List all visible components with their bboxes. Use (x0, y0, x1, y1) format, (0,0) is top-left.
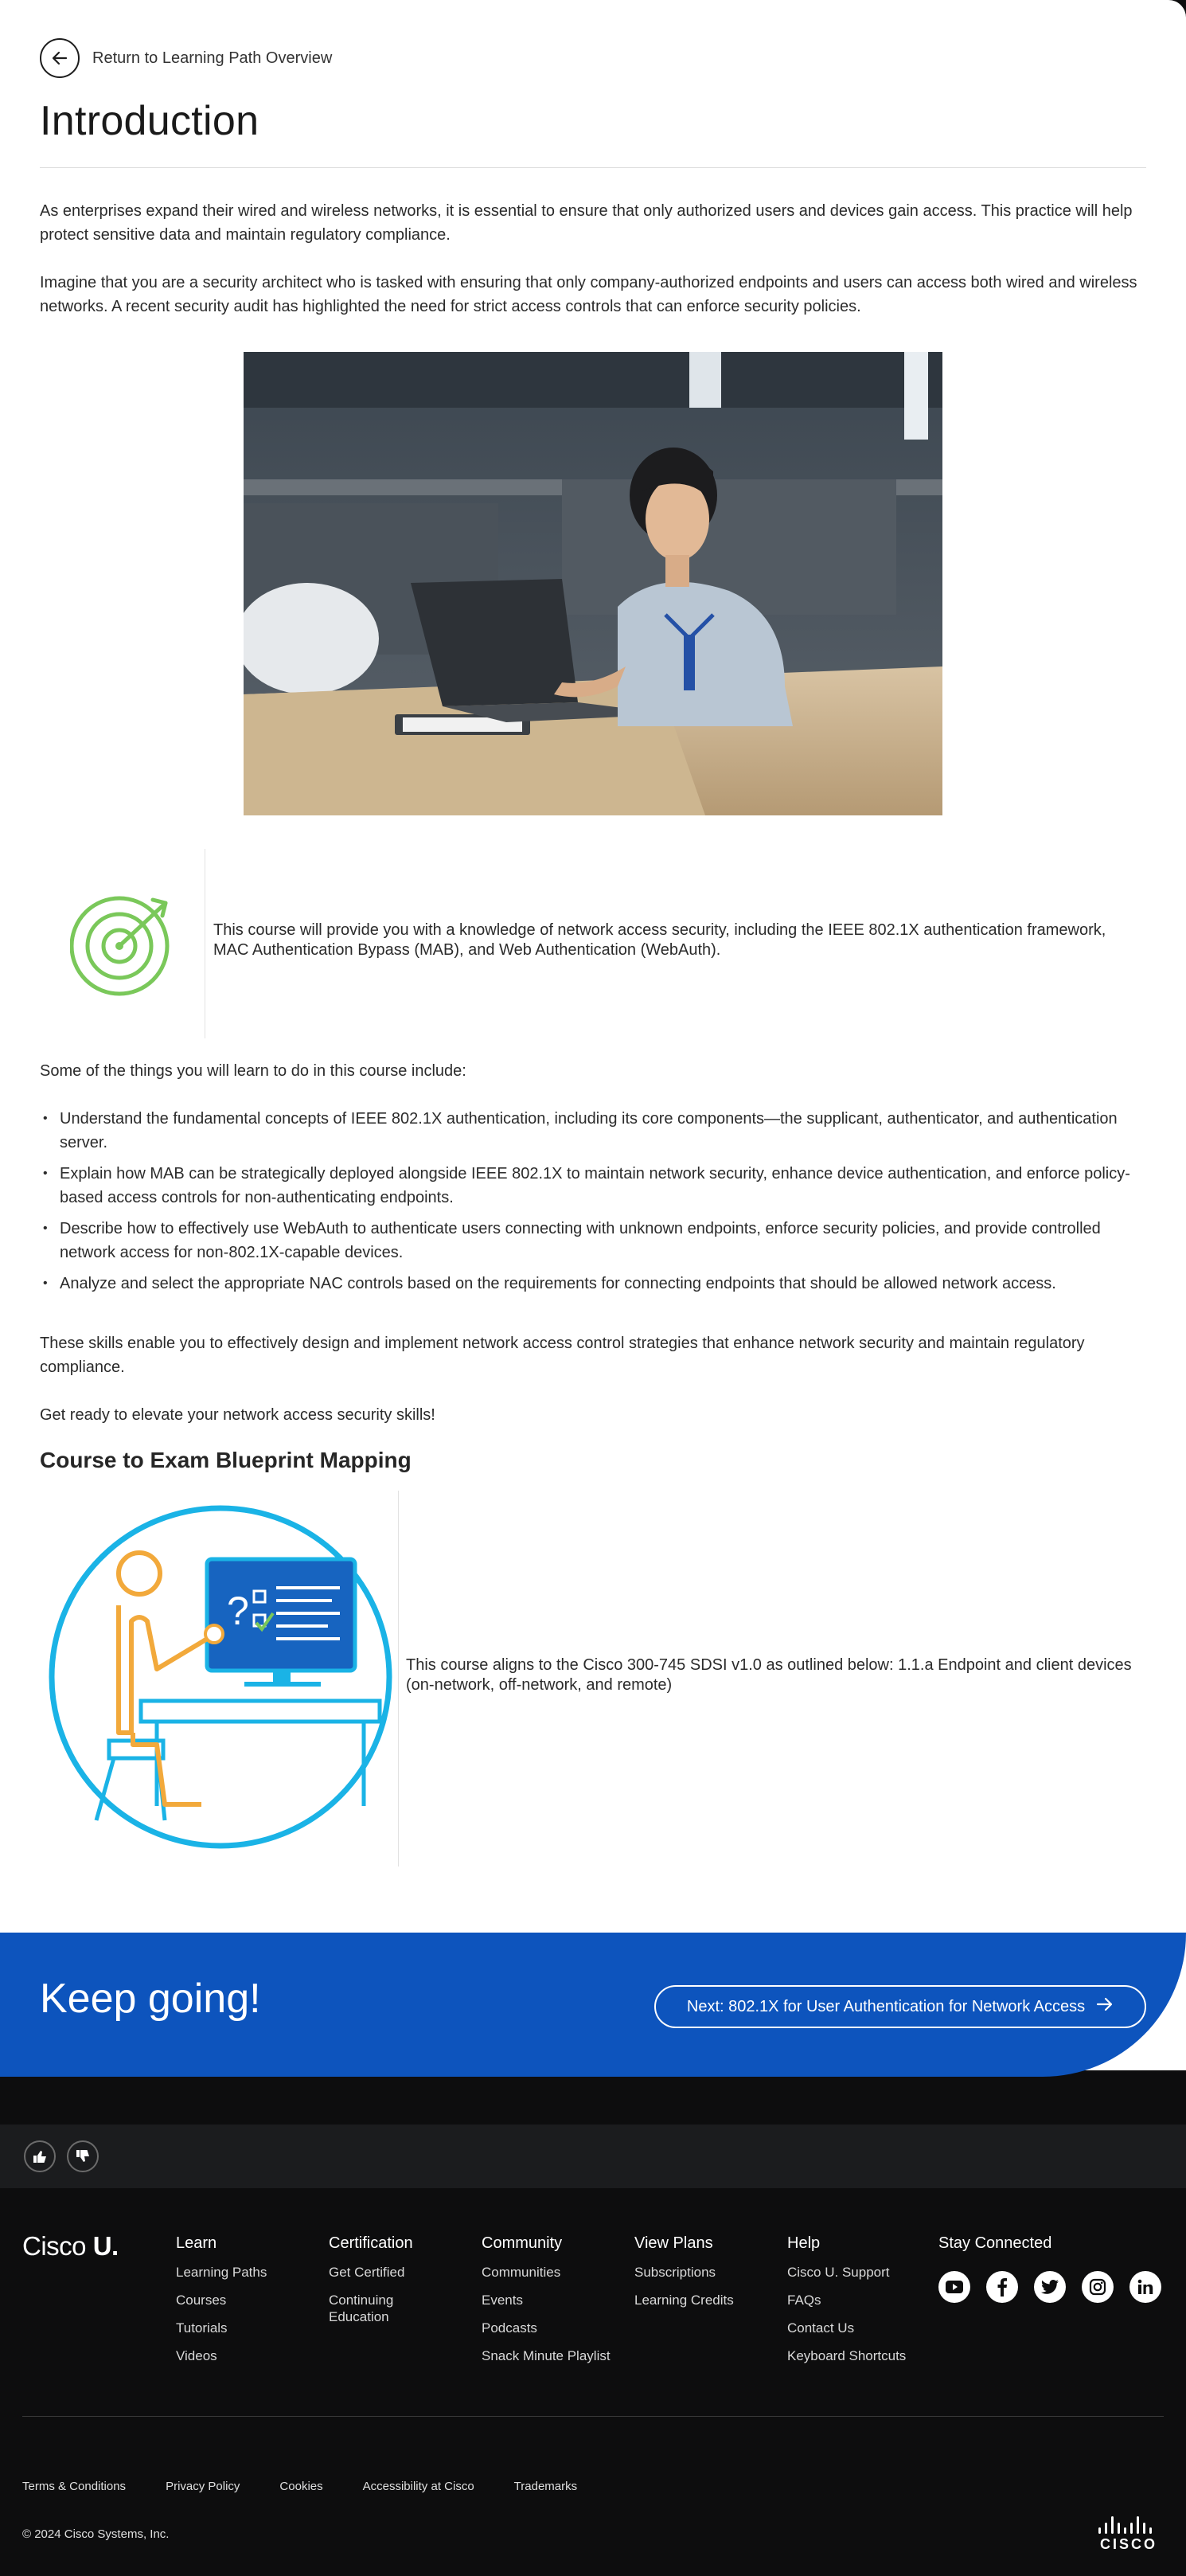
next-lesson-button[interactable] (654, 1985, 1146, 2028)
list-item: • Analyze and select the appropriate NAC controls based on the requirements for connecting endpoints that should be allowed network access. (40, 1272, 1146, 1296)
footer-column-help (787, 2234, 906, 2375)
footer-link[interactable]: Cisco U. Support (787, 2265, 890, 2280)
blueprint-divider (398, 1491, 399, 1867)
footer-column-title: Community (482, 2234, 563, 2252)
intro-paragraph-1: As enterprises expand their wired and wireless networks, it is essential to ensure that only authorized users and devices gain access. This practice will help protect sensitive data and maintain regulatory compliance. (40, 202, 1133, 244)
footer-column-learn (176, 2234, 267, 2375)
footer-link[interactable]: Courses (176, 2293, 227, 2308)
legal-links (22, 2480, 577, 2493)
footer-link[interactable]: Tutorials (176, 2320, 228, 2336)
footer-column-title: Learn (176, 2234, 217, 2252)
arrow-left-icon (40, 38, 80, 78)
facebook-icon[interactable] (986, 2271, 1018, 2303)
footer-link[interactable]: Contact Us (787, 2320, 855, 2336)
legal-link[interactable]: Accessibility at Cisco (362, 2480, 474, 2493)
blueprint-heading: Course to Exam Blueprint Mapping (40, 1448, 412, 1472)
cisco-u-logo[interactable] (22, 2231, 119, 2261)
instagram-icon[interactable] (1082, 2271, 1114, 2303)
footer-divider (22, 2416, 1164, 2417)
svg-text:?: ? (227, 1589, 249, 1633)
youtube-icon[interactable] (938, 2271, 970, 2303)
exam-illustration (45, 1502, 396, 1852)
footer-link[interactable]: Podcasts (482, 2320, 537, 2336)
footer-link[interactable]: Subscriptions (634, 2265, 716, 2280)
footer-link[interactable]: Keyboard Shortcuts (787, 2348, 907, 2363)
cisco-logo[interactable] (1097, 2515, 1162, 2555)
footer-link[interactable]: FAQs (787, 2293, 821, 2308)
course-overview-callout (40, 849, 1146, 1038)
footer-link[interactable]: Videos (176, 2348, 217, 2363)
feedback-bar (0, 2125, 1186, 2188)
cisco-wordmark: CISCO (1100, 2536, 1158, 2552)
footer-link[interactable]: Get Certified (329, 2265, 405, 2280)
footer-column-title: View Plans (634, 2234, 713, 2252)
blueprint-callout (40, 1491, 1146, 1867)
keep-going-banner (0, 1933, 1186, 2077)
linkedin-icon[interactable] (1129, 2271, 1161, 2303)
keep-going-title: Keep going! (40, 1976, 261, 2022)
list-item: • Explain how MAB can be strategically deployed alongside IEEE 802.1X to maintain network security, enhance device authentication, and enforce policy-based access controls for non-authenticating endpoints. (40, 1162, 1146, 1210)
legal-link[interactable]: Terms & Conditions (22, 2480, 127, 2493)
site-footer (0, 2188, 1186, 2576)
footer-link[interactable]: Communities (482, 2265, 561, 2280)
back-link-label: Return to Learning Path Overview (92, 49, 333, 67)
title-divider (40, 167, 1146, 168)
footer-column-title: Stay Connected (938, 2234, 1052, 2252)
thumbs-down-icon[interactable] (67, 2140, 99, 2172)
list-item: • Describe how to effectively use WebAuth to authenticate users connecting with unknown endpoints, enforce security policies, and provide controlled network access for non-802.1X-capable devices. (40, 1217, 1146, 1265)
footer-column-title: Help (787, 2234, 821, 2252)
footer-column-community (482, 2234, 611, 2375)
footer-column-title: Certification (329, 2234, 413, 2252)
callout-text: This course will provide you with a knowledge of network access security, including the IEEE 802.1X authentication framework, MAC Authentication Bypass (MAB), and Web Authentication (WebAuth). (213, 921, 1106, 959)
target-icon (70, 889, 174, 997)
footer-link[interactable]: Events (482, 2293, 523, 2308)
footer-link[interactable]: Learning Paths (176, 2265, 267, 2280)
twitter-icon[interactable] (1034, 2271, 1066, 2303)
intro-paragraph-2: Imagine that you are a security architect who is tasked with ensuring that only company-authorized endpoints and users can access both wired and wireless networks. A recent security audit has highlighted the need for strict access controls that can enforce security policies. (40, 274, 1137, 315)
next-lesson-label: Next: 802.1X for User Authentication for Network Access (686, 1997, 1086, 2015)
logo-mark: U. (92, 2231, 119, 2261)
list-item: • Understand the fundamental concepts of IEEE 802.1X authentication, including its core components—the supplicant, authenticator, and authentication server. (40, 1107, 1146, 1155)
footer-link[interactable]: Continuing Education (329, 2293, 394, 2324)
copyright: © 2024 Cisco Systems, Inc. (22, 2527, 170, 2541)
thumbs-up-icon[interactable] (24, 2140, 56, 2172)
legal-link[interactable]: Cookies (279, 2480, 323, 2493)
footer-column-view-plans (634, 2234, 734, 2320)
social-links (938, 2271, 1161, 2303)
logo-text: Cisco (22, 2231, 87, 2261)
hero-photo (244, 352, 942, 815)
learn-lead: Some of the things you will learn to do in this course include: (40, 1062, 466, 1080)
learning-objectives-list (40, 1107, 1146, 1303)
footer-column-social (938, 2234, 1051, 2264)
footer-link[interactable]: Snack Minute Playlist (482, 2348, 611, 2363)
footer-link[interactable]: Learning Credits (634, 2293, 734, 2308)
legal-link[interactable]: Trademarks (513, 2480, 578, 2493)
skills-paragraph: These skills enable you to effectively design and implement network access control strategies that enhance network security and maintain regulatory compliance. (40, 1335, 1085, 1376)
page-title: Introduction (40, 98, 259, 144)
arrow-right-icon (1096, 1997, 1114, 2016)
back-to-overview-link[interactable] (40, 38, 332, 78)
blueprint-text: This course aligns to the Cisco 300-745 SDSI v1.0 as outlined below: 1.1.a Endpoint and client devices (on-network, off-network, and remote) (406, 1656, 1132, 1694)
footer-column-certification (329, 2234, 448, 2336)
legal-link[interactable]: Privacy Policy (166, 2480, 240, 2493)
ready-paragraph: Get ready to elevate your network access security skills! (40, 1406, 435, 1424)
